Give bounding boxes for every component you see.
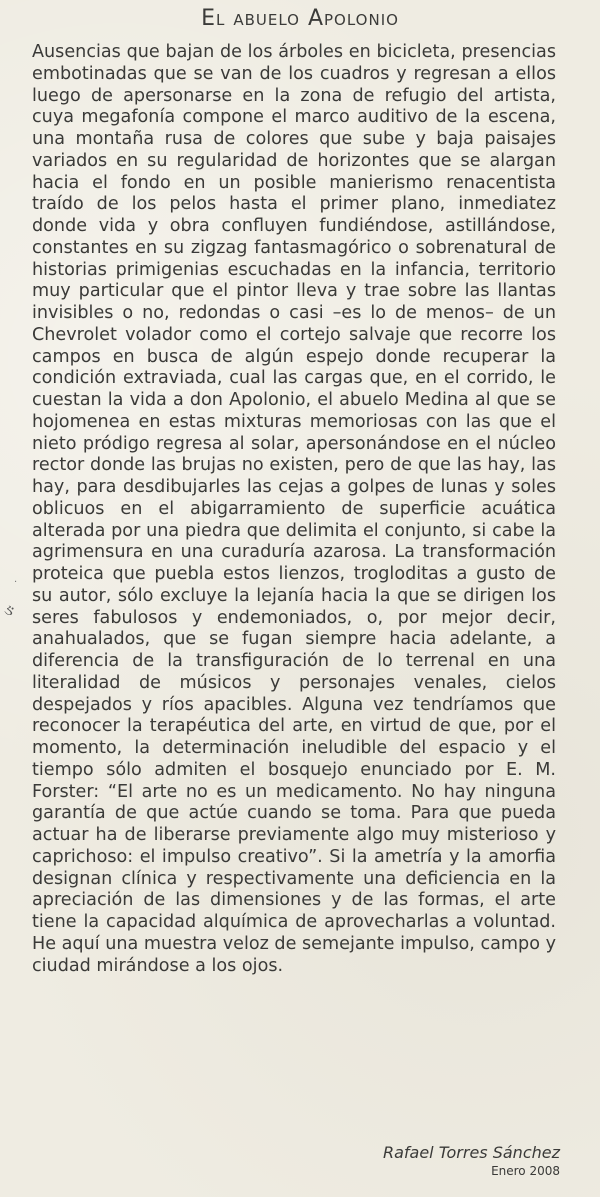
author-signature: Rafael Torres Sánchez <box>382 1143 560 1162</box>
margin-dot-mark: · <box>14 577 18 588</box>
article-title: El abuelo Apolonio <box>201 6 399 31</box>
margin-scribble-mark: ઙ <box>4 600 15 619</box>
article-date: Enero 2008 <box>491 1164 560 1178</box>
article-body: Ausencias que bajan de los árboles en bicicleta, presencias embotinadas que se van de los cuadros y regresan a ellos luego de apersonarse en la zona de refugio del artista, cuya megafonía compone el marco auditivo de la escena, una montaña rusa de colores que sube y baja paisajes variados en su regularidad de horizontes que se alargan hacia el fondo en un posible manierismo renacentista traído de los pelos hasta el primer plano, inmediatez donde vida y obra confluyen fundiéndose, astillándose, constantes en su zigzag fantasmagórico o sobrenatural de historias primigenias escuchadas en la infancia, territorio muy particular que el pintor lleva y trae sobre las llantas invisibles o no, redondas o casi –es lo de menos– de un Chevrolet volador como el cortejo salvaje que recorre los campos en busca de algún espejo donde recuperar la condición extraviada, cual las cargas que, en el corrido, le cuestan la vida a don Apolonio, el abuelo Medina al que se hojomenea en estas mixturas memoriosas con las que el nieto pródigo regresa al solar, apersonándose en el núcleo rector donde las brujas no existen, pero de que las hay, las hay, para desdibujarles las cejas a golpes de lunas y soles oblicuos en el abigarramiento de superficie acuática alterada por una piedra que delimita el conjunto, si cabe la agrimensura en una curaduría azarosa. La transformación proteica que puebla estos lienzos, trogloditas a gusto de su autor, sólo excluye la lejanía hacia la que se dirigen los seres fabulosos y endemoniados, o, por mejor decir, anahualados, que se fugan siempre hacia adelante, a diferencia de la transfiguración de lo terrenal en una literalidad de músicos y personajes venales, cielos despejados y ríos apacibles. Alguna vez tendríamos que reconocer la terapéutica del arte, en virtud de que, por el momento, la determinación ineludible del espacio y el tiempo sólo admiten el bosquejo enunciado por E. M. Forster: “El arte no es un medicamento. No hay ninguna garantía de que actúe cuando se toma. Para que pueda actuar ha de liberarse previamente algo muy misterioso y caprichoso: el impulso creativo”. Si la ametría y la amorfia designan clínica y respectivamente una deficiencia en la apreciación de las dimensiones y de las formas, el arte tiene la capacidad alquímica de aprovecharlas a voluntad. He aquí una muestra veloz de semejante impulso, campo y ciudad mirándose a los ojos. <box>32 42 556 976</box>
